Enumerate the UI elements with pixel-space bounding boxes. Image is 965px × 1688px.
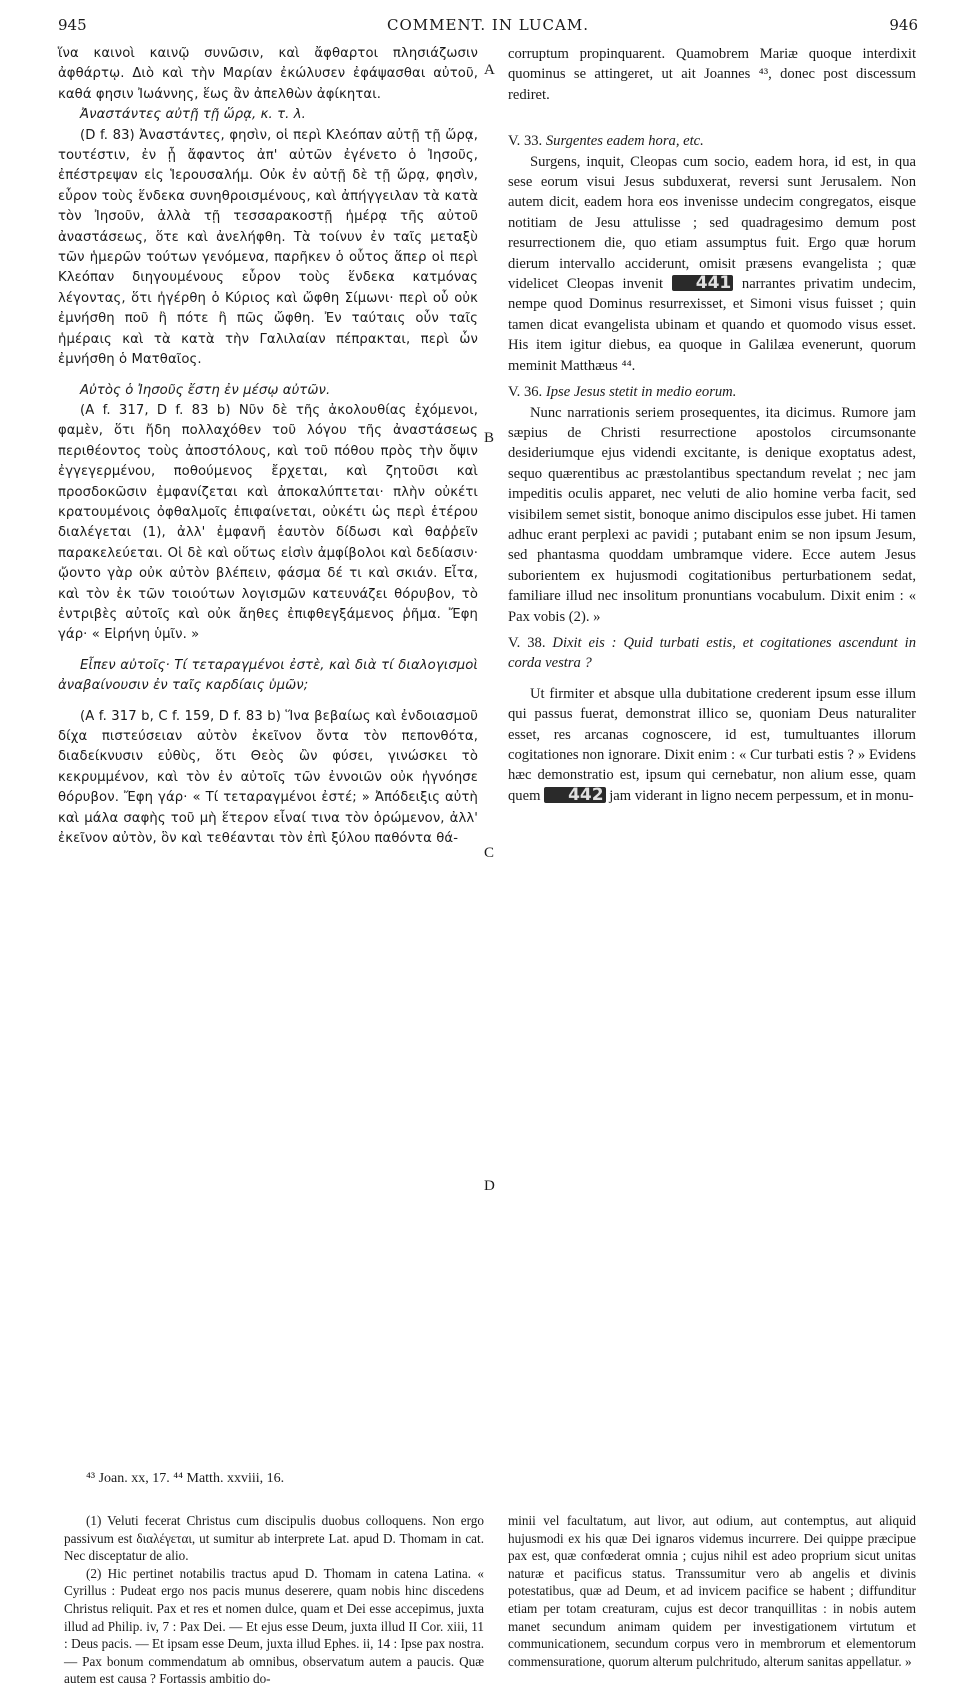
greek-paragraph: (D f. 83) Ἀναστάντες, φησὶν, οἱ περὶ Κλεόπαν αὐτῇ τῇ ὥρᾳ, τουτέστιν, ἐν ᾗ ἄφαντος ἀπ' αὐτῶν ἐγένετο ὁ Ἰησοῦς, ἐπέστρεψαν εἰς Ἱερουσαλήμ. Οὐκ ἐν αὐτῇ δὲ τῇ ὥρᾳ, φησὶν, εὗρον τοὺς ἕνδεκα συνηθροισμένους, καὶ ἀπήγγειλαν τὰ κατὰ τὸν Ἰησοῦν, ἀλλὰ τῇ τεσσαρακοστῇ ἡμέρᾳ τῆς αὐτοῦ ἀναστάσεως, ὅτε καὶ ἀνελήφθη. Τὰ τοίνυν ἐν ταῖς μεταξὺ τῶν ἡμερῶν τούτων γενόμενα, παρῆκεν ὁ οὗτος ἅπερ οἱ περὶ Κλεόπαν διηγουμένους εὗρον τοὺς ἕνδεκα κατμόνας λέγοντας, ὅτι ἠγέρθη ὁ Κύριος καὶ ὤφθη Σίμωνι· περὶ οὗ οὐκ ἐμνήσθη ποῦ ἢ πότε ἢ πῶς ὤφθη. Ἐν ταύταις οὖν ταῖς ἡμέραις καὶ τὰ κατὰ τὴν Γαλιλαίαν πέπρακται, περὶ ὧν ἐμνήσθη ὁ Ματθαῖος. <box>58 127 478 368</box>
verse-text: Ipse Jesus stetit in medio eorum. <box>545 384 737 401</box>
notes-left-column <box>64 1512 484 1688</box>
verse-text: Dixit eis : Quid turbati estis, et cogitationes ascendunt in corda vestra ? <box>508 634 916 672</box>
margin-marker-b: B <box>484 430 495 446</box>
greek-paragraph: ἵνα καινοὶ καινῷ συνῶσιν, καὶ ἄφθαρτοι πλησιάζωσιν ἀφθάρτῳ. Διὸ καὶ τὴν Μαρίαν ἐκώλυσεν ἐφάψασθαι αὐτοῦ, καθά φησιν Ἰωάννης, ἕως ἂν ἀπελθὼν ἀφίκηται. <box>58 46 478 102</box>
running-title: COMMENT. IN LUCAM. <box>387 16 589 34</box>
greek-verse-heading: Εἶπεν αὐτοῖς· Τί τεταραγμένοι ἐστὲ, καὶ διὰ τί διαλογισμοὶ ἀναβαίνουσιν ἐν ταῖς καρδίαις ὑμῶν; <box>58 657 478 694</box>
latin-verse-heading <box>508 633 916 674</box>
margin-marker-d: D <box>484 1178 495 1194</box>
margin-marker-c: C <box>484 845 495 861</box>
page-header <box>58 16 918 42</box>
latin-verse-heading <box>508 131 916 151</box>
verse-number: V. 36. <box>508 384 543 401</box>
greek-paragraph: (A f. 317 b, C f. 159, D f. 83 b) Ἵνα βεβαίως καὶ ἐνδοιασμοῦ δίχα πιστεύσειαν αὐτὸν ἐκεῖνον ὄντα τὸν πεπονθότα, διαδείκνυσιν εὐθὺς, ὅτι Θεὸς ὢν φύσει, γινώσκει τὸ κεκρυμμένον, καὶ τὸν ἐν αὐτοῖς τῶν ἐννοιῶν οὐκ ἠγνόησε θόρυβον. Ἔφη γάρ· « Τί τεταραγμένοι ἐστέ; » Ἀπόδειξις αὐτὴ καὶ μάλα σαφὴς τοῦ μὴ ἕτερον εἶναί τινα τὸν ὁρώμενον, ἀλλ' ἐκεῖνον αὐτὸν, ὃν καὶ τεθέανται τὸν ἐπὶ ξύλου παθόντα θά- <box>58 708 478 847</box>
verse-text: Surgentes eadem hora, etc. <box>545 133 704 150</box>
scripture-footnotes: ⁴³ Joan. xx, 17. ⁴⁴ Matth. xxviii, 16. <box>86 1471 285 1486</box>
note-item: (1) Veluti fecerat Christus cum discipulis duobus colloquens. Non ergo passivum est διαλέγεται, ut sumitur ab interprete Lat. apud D. Thomam in cat. Nec disceptatur de alio. <box>64 1513 484 1564</box>
note-item: minii vel facultatum, aut livor, aut odium, aut contemptus, aut aliquid hujusmodi ex his quæ Dei ignaros videmus incurrere. Dei quippe præcipue pax est, quæ confœderat omnia ; cujus nihil est adeo proprium sicut unitas naturæ et pacificus status. Transsumitur vero ab angelis et divinis potestatibus, quæ ad Deum, et ad invicem pacifice se habent ; diffunditur etiam per totam creaturam, cujus est decor tranquillitas : in nobis autem manet secundum animam quidem per investigationem virtutum et communicationem, secundum corpus vero in membrorum et elementorum commensuratione, quorum alterum pulchritudo, alterum sanitas appellatur. » <box>508 1513 916 1669</box>
note-item: (2) Hic pertinet notabilis tractus apud D. Thomam in catena Latina. « Cyrillus : Pudeat ergo nos pacis munus deserere, quam nobis hinc discedens Christus reliquit. Pax et res et nomen dulce, quam et Dei esse accepimus, juxta illud ad Philip. iv, 7 : Pax Dei. — Et ejus esse Deum, juxta illud II Cor. xiii, 11 : Deus pacis. — Et ipsam esse Deum, juxta illud Ephes. ii, 14 : Ipse pax nostra. — Pax bonum commendatum ab omnibus, observatum autem a paucis. Quæ autem est causa ? Fortassis ambitio do- <box>64 1565 484 1687</box>
greek-verse-heading: Ἀναστάντες αὐτῇ τῇ ὥρᾳ, κ. τ. λ. <box>80 107 306 123</box>
verse-number: V. 38. <box>508 634 546 651</box>
latin-paragraph: Surgens, inquit, Cleopas cum socio, eadem hora, id est, in qua sese eorum visui Jesus subduxerat, reversi sunt Jerusalem. Non autem dicit, eadem hora eos invenisse undecim congregatos, eisque notitiam de Jesu attulisse ; sed quadragesimo demum post resurrectionem die, quo etiam assumptus fuit. Ergo quæ horum dierum intervallo acciderunt, omisit præsens evangelista ; quæ videlicet Cleopas invenit 441 narrantes privatim undecim, nempe quod Dominus resurrexisset, et Simoni visus fuisset ; quin tamen dicat evangelista ubinam et quando et quomodo visus esset. His item igitur diebus, ea quoque in Galilæa evenerunt, quorum meminit Matthæus ⁴⁴. <box>508 153 917 374</box>
column-number-badge: 441 <box>672 275 734 291</box>
latin-paragraph: Nunc narrationis seriem prosequentes, ita dicimus. Rumore jam sæpius de Christi resurrectione apostolos circumsonante desideriumque ejus videndi excitante, is denique exoptatus adest, sequo quærentibus ac præstolantibus spectandum revelat ; nec jam impeditis oculis apparet, nec veluti de alio homine verba facit, sed visibilem semet sistit, bonoque animo discipulos esse jubet. Hi tamen adhuc erant perplexi ac pavidi ; putabant enim se non ipsum Jesum, sed phantasma quoddam umbramque videre. Ecce autem Jesus suborientem ex hujusmodi cogitationibus perturbationem sedat, familiare illud nec insolitum pronuntians vocabulum. Dixit enim : « Pax vobis (2). » <box>508 404 916 625</box>
latin-paragraph: Ut firmiter et absque ulla dubitatione crederent ipsum esse illum qui passus fuerat, demonstrat illico se, quoniam Deus naturaliter esset, res arcanas cognoscere, id est, tumultuantes illorum cogitationes non ignorare. Dixit enim : « Cur turbati estis ? » Evidens hæc demonstratio est, ipsum qui cernebatur, non alium esse, quam quem 442 jam viderant in ligno necem perpessum, et in monu- <box>508 685 916 805</box>
page-number-right: 946 <box>889 16 918 34</box>
page-number-left: 945 <box>58 16 87 34</box>
margin-marker-a: A <box>484 62 495 78</box>
notes-right-column <box>508 1512 916 1670</box>
greek-verse-heading: Αὐτὸς ὁ Ἰησοῦς ἔστη ἐν μέσῳ αὐτῶν. <box>80 382 331 398</box>
greek-paragraph: (A f. 317, D f. 83 b) Νῦν δὲ τῆς ἀκολουθίας ἐχόμενοι, φαμὲν, ὅτι ἤδη πολλαχόθεν τοῦ λόγου τῆς ἀναστάσεως περιθέοντος τοὺς ἀποστόλους, καὶ τοῦ πόθου πρὸς τὴν ὄψιν ἐγγεγερμένου, ποθούμενος ἔρχεται, καὶ ζητοῦσι καὶ προσδοκῶσιν ἐμφανίζεται καὶ ἀποκαλύπτεται· πλὴν οὐκέτι κρατουμένοις ὀφθαλμοῖς ἐπιφαίνεται, οὐκέτι ὡς περὶ ἑτέρου διαλέγεται (1), ἀλλ' ἐμφανῆ ἑαυτὸν δίδωσι καὶ θαῤῥεῖν παρακελεύεται. Οἱ δὲ καὶ οὕτως εἰσὶν ἀμφίβολοι καὶ δεδίασιν· ᾤοντο γὰρ οὐκ αὐτὸν βλέπειν, φάσμα δέ τι καὶ σκιάν. Εἶτα, καὶ τὸν ἐκ τῶν τοιούτων λογισμῶν κατευνάζει θόρυβον, τὸ ἐντριβὲς αὐτοῖς καὶ οὐκ ἄηθες ἐπιφθεγξάμενος ῥῆμα. Ἔφη γάρ· « Εἰρήνη ὑμῖν. » <box>58 402 478 643</box>
latin-verse-heading <box>508 382 916 402</box>
column-number-badge: 442 <box>544 787 606 803</box>
greek-column <box>58 44 478 849</box>
latin-column <box>508 44 916 806</box>
latin-paragraph: corruptum propinquarent. Quamobrem Mariæ quoque interdixit quominus se attingeret, ut ait Joannes ⁴³, donec post discessum rediret. <box>508 46 916 103</box>
verse-number: V. 33. <box>508 133 543 150</box>
